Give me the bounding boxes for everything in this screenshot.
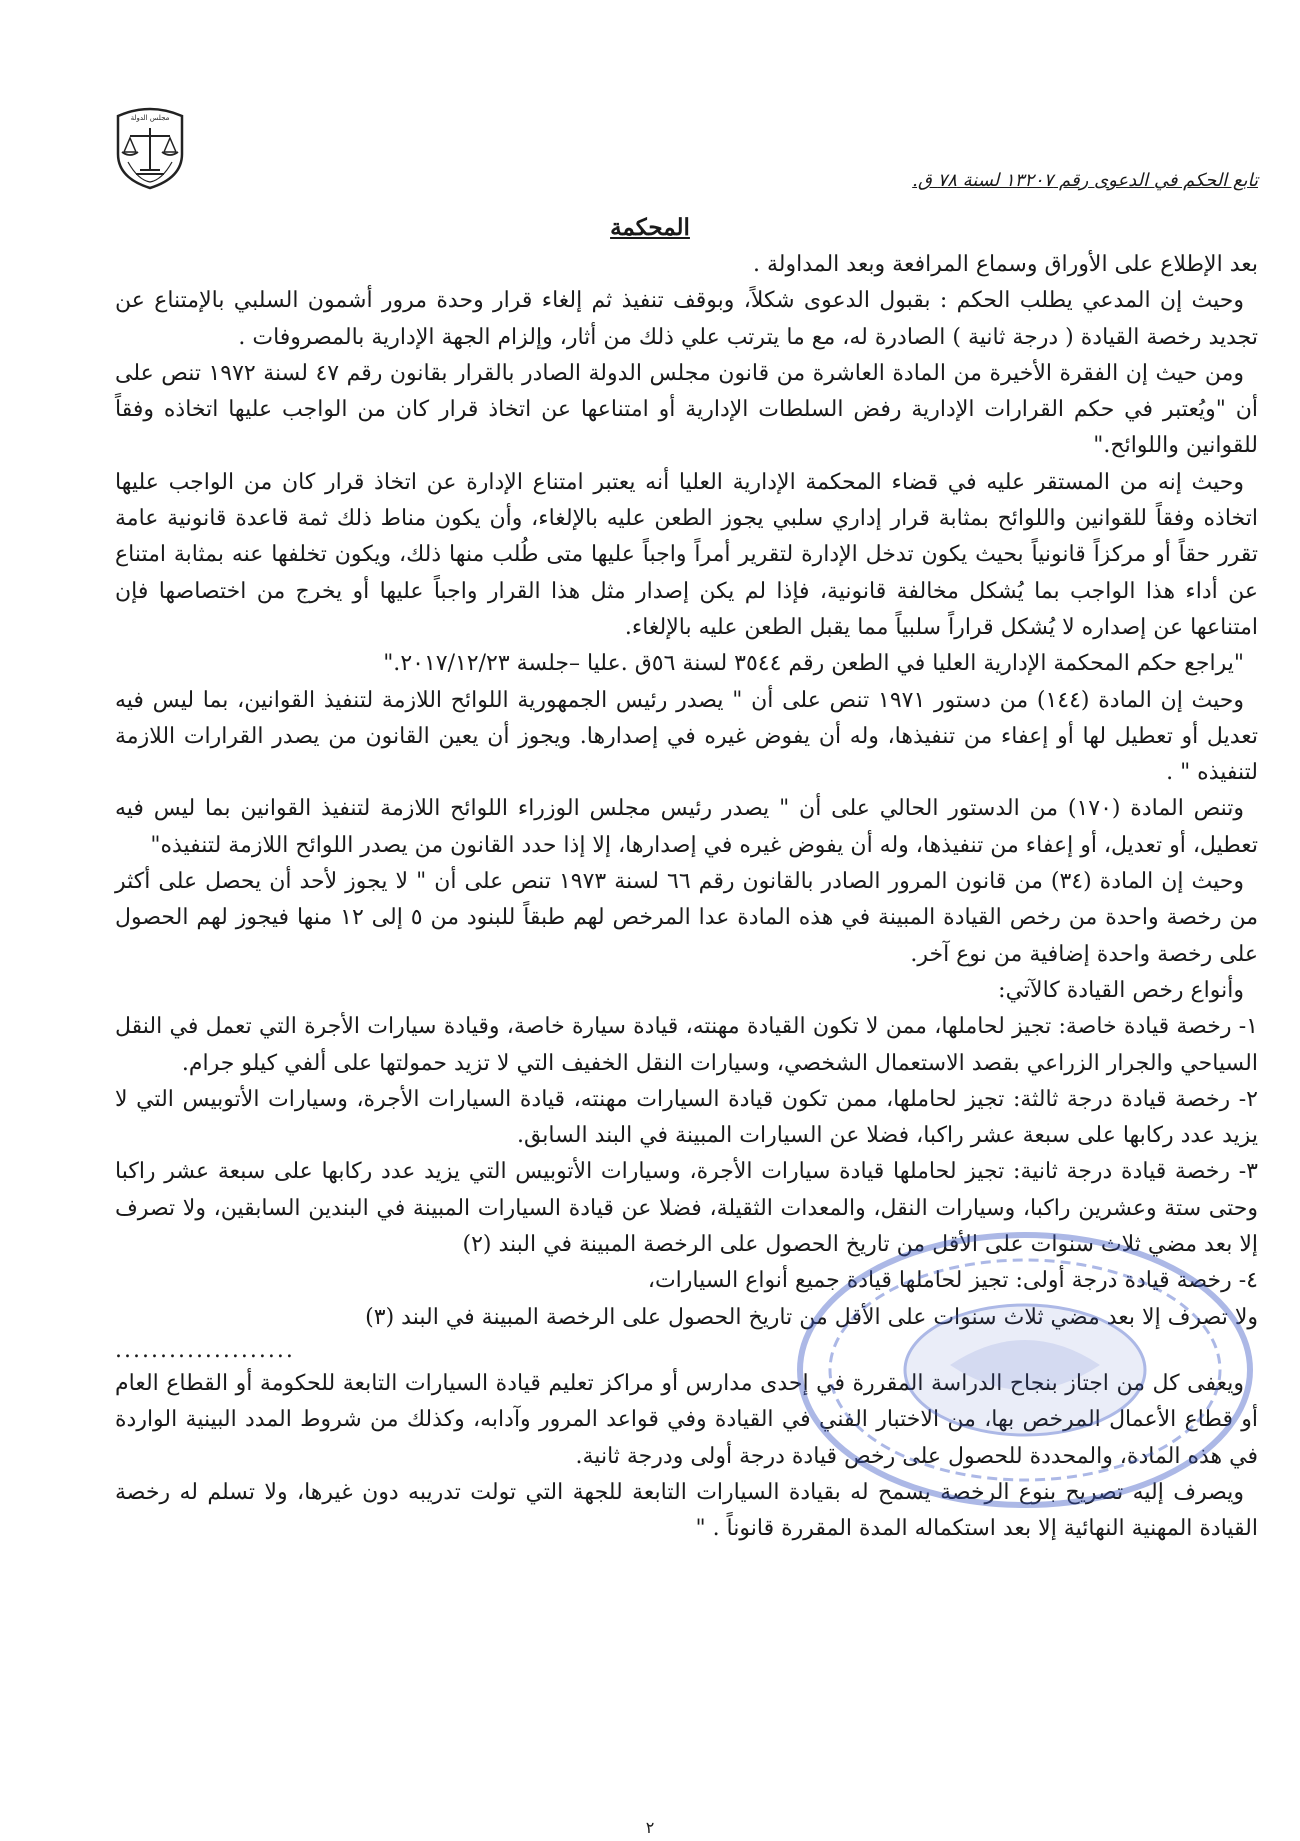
paragraph: وحيث إن المدعي يطلب الحكم : بقبول الدعوى شكلاً، وبوقف تنفيذ ثم إلغاء قرار وحدة مرور أشمون السلبي بالإمتناع عن تجديد رخصة القيادة ( درجة ثانية ) الصادرة له، مع ما يترتب علي ذلك من أثار، وإلزام الجهة الإدارية بالمصروفات . xyxy=(115,288,1258,350)
scales-of-justice-icon xyxy=(112,100,188,190)
license-item: ٤- رخصة قيادة درجة أولى: تجيز لحاملها قيادة جميع أنواع السيارات، xyxy=(647,1268,1258,1294)
page-number: ٢ xyxy=(645,1818,655,1837)
case-reference-header: تابع الحكم في الدعوى رقم ١٣٢٠٧ لسنة ٧٨ ق. xyxy=(912,170,1258,191)
license-item: ولا تصرف إلا بعد مضي ثلاث سنوات على الأقل من تاريخ الحصول على الرخصة المبينة في البند (٣) xyxy=(365,1304,1258,1330)
paragraph: وأنواع رخص القيادة كالآتي: xyxy=(998,977,1244,1003)
paragraph: ويعفى كل من اجتاز بنجاح الدراسة المقررة في إحدى مدارس أو مراكز تعليم قيادة السيارات التابعة للحكومة أو القطاع العام أو قطاع الأعمال المرخص بها، من الاختبار الفني في القيادة وفي قواعد المرور وآدابه، وكذلك من شروط المدد البينية الواردة في هذه المادة، والمحددة للحصول على رخص قيادة درجة أولى ودرجة ثانية. xyxy=(115,1370,1258,1469)
paragraph: وحيث إنه من المستقر عليه في قضاء المحكمة الإدارية العليا أنه يعتبر امتناع الإدارة عن اتخاذ قرار كان من الواجب عليها اتخاذه وفقاً للقوانين واللوائح بمثابة قرار إداري سلبي يجوز الطعن عليه بالإلغاء، وأن يكون مناط ذلك ثمة قاعدة قانونية عامة تقرر حقاً أو مركزاً قانونياً بحيث يكون تدخل الإدارة لتقرير أمراً واجباً عليها متى طُلب منها ذلك، ويكون تخلفها عنه بمثابة امتناع عن أداء هذا الواجب بما يُشكل مخالفة قانونية، فإذا لم يكن إصدار مثل هذا القرار واجباً عليها أو يخرج من اختصاصها فإن امتناعها عن إصداره لا يُشكل قراراً سلبياً مما يقبل الطعن عليه بالإلغاء. xyxy=(115,469,1258,640)
paragraph: ومن حيث إن الفقرة الأخيرة من المادة العاشرة من قانون مجلس الدولة الصادر بالقرار بقانون رقم ٤٧ لسنة ١٩٧٢ تنص على أن "ويُعتبر في حكم القرارات الإدارية رفض السلطات الإدارية أو امتناعها عن اتخاذ قرار كان من الواجب عليها اتخاذه وفقاً للقوانين واللوائح." xyxy=(115,360,1258,459)
paragraph: وتنص المادة (١٧٠) من الدستور الحالي على أن " يصدر رئيس مجلس الوزراء اللوائح اللازمة لتنفيذ القوانين بما ليس فيه تعطيل، أو تعديل، أو إعفاء من تنفيذها، وله أن يفوض غيره في إصدارها، إلا إذا حدد القانون من يصدر اللوائح اللازمة لتنفيذه" xyxy=(115,796,1258,858)
license-item: ٣- رخصة قيادة درجة ثانية: تجيز لحاملها قيادة سيارات الأجرة، وسيارات الأتوبيس التي يزيد عدد ركابها على سبعة عشر راكبا وحتى ستة وعشرين راكبا، وسيارات النقل، والمعدات الثقيلة، فضلا عن قيادة السيارات المبينة في البندين السابقين، ولا تصرف إلا بعد مضي ثلاث سنوات على الأقل من تاريخ الحصول على الرخصة المبينة في البند (٢) xyxy=(115,1159,1258,1258)
judgment-body xyxy=(115,247,1258,1547)
seal-label: مجلس الدولة xyxy=(130,114,170,122)
paragraph: وحيث إن المادة (١٤٤) من دستور ١٩٧١ تنص على أن " يصدر رئيس الجمهورية اللوائح اللازمة لتنفيذ القوانين، بما ليس فيه تعديل أو تعطيل لها أو إعفاء من تنفيذها، وله أن يفوض غيره في إصدارها. ويجوز أن يعين القانون من يصدر القرارات اللازمة لتنفيذه " . xyxy=(115,687,1258,786)
paragraph: ويصرف إليه تصريح بنوع الرخصة يسمح له بقيادة السيارات التابعة للجهة التي تولت تدريبه دون غيرها، ولا تسلم له رخصة القيادة المهنية النهائية إلا بعد استكماله المدة المقررة قانوناً . " xyxy=(115,1479,1258,1542)
paragraph: بعد الإطلاع على الأوراق وسماع المرافعة وبعد المداولة . xyxy=(752,252,1258,277)
paragraph: وحيث إن المادة (٣٤) من قانون المرور الصادر بالقانون رقم ٦٦ لسنة ١٩٧٣ تنص على أن " لا يجوز لأحد أن يحصل على أكثر من رخصة واحدة من رخص القيادة المبينة في هذه المادة عدا المرخص لهم طبقاً للبنود من ٥ إلى ١٢ منها فيجوز لهم الحصول على رخصة واحدة إضافية من نوع آخر. xyxy=(115,869,1259,967)
license-item: ١- رخصة قيادة خاصة: تجيز لحاملها، ممن لا تكون القيادة مهنته، قيادة سيارة خاصة، وقيادة سيارات الأجرة التي تعمل في النقل السياحي والجرار الزراعي بقصد الاستعمال الشخصي، وسيارات النقل الخفيف التي لا تزيد حمولتها على ألفي كيلو جرام. xyxy=(115,1014,1258,1076)
ellipsis-separator: .................... xyxy=(115,1337,295,1363)
court-title: المحكمة xyxy=(610,214,690,241)
license-item: ٢- رخصة قيادة درجة ثالثة: تجيز لحاملها، ممن تكون قيادة السيارات مهنته، قيادة السيارات الأجرة، وسيارات الأتوبيس التي لا يزيد عدد ركابها على سبعة عشر راكبا، فضلا عن السيارات المبينة في البند السابق. xyxy=(115,1086,1258,1149)
citation-paragraph: "يراجع حكم المحكمة الإدارية العليا في الطعن رقم ٣٥٤٤ لسنة ٥٦ق .عليا –جلسة ٢٠١٧/١٢/٢٣." xyxy=(383,651,1244,677)
